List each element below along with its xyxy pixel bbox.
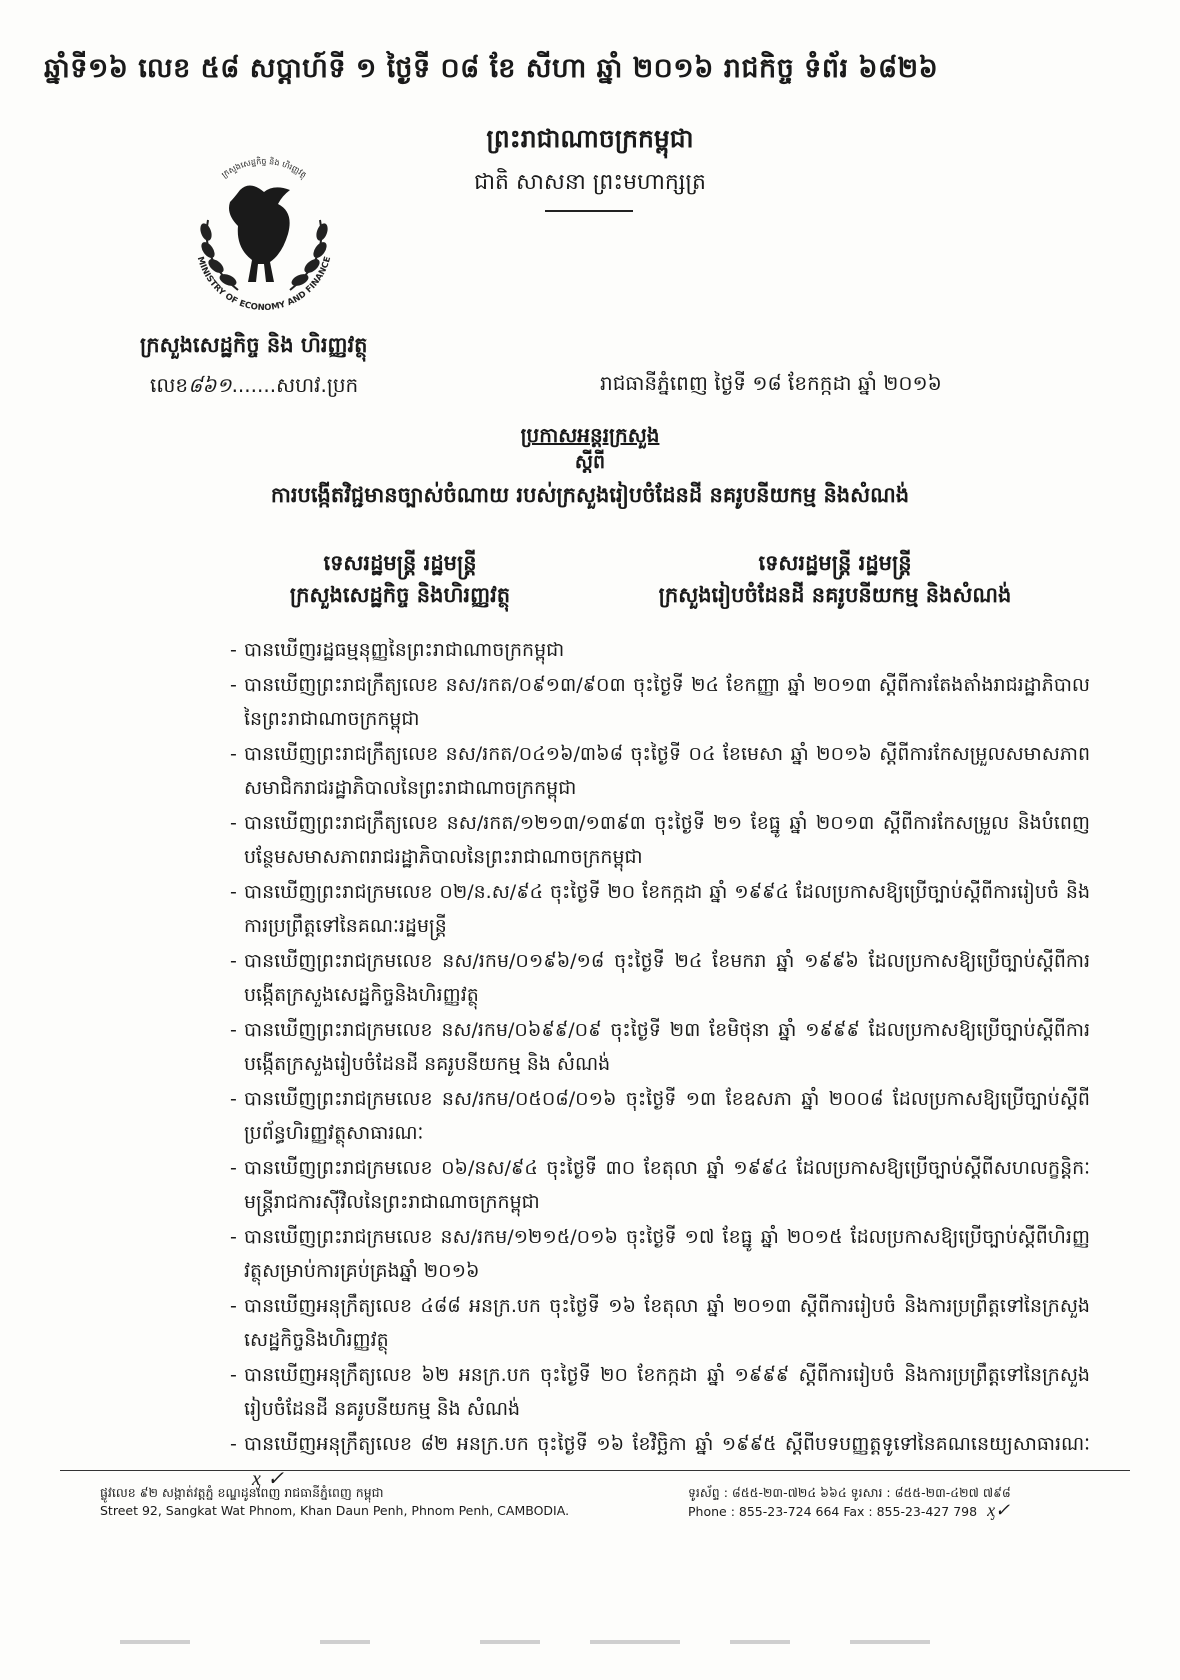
ministry-name: ក្រសួងសេដ្ឋកិច្ច និង ហិរញ្ញវត្ថុ — [140, 333, 368, 357]
minister-ministry: ក្រសួងរៀបចំដែនដី នគរូបនីយកម្ម និងសំណង់ — [658, 582, 1012, 607]
footer-address-en: Street 92, Sangkat Wat Phnom, Khan Daun Penh, Phnom Penh, CAMBODIA. — [100, 1503, 570, 1518]
doc-number-prefix: លេខ — [150, 373, 189, 397]
minister-title: ទេសរដ្ឋមន្ត្រី រដ្ឋមន្ត្រី — [758, 551, 912, 575]
footer-contact-en: Phone : 855-23-724 664 Fax : 855-23-427 798 — [688, 1504, 978, 1519]
national-motto: ជាតិ សាសនា ព្រះមហាក្សត្រ — [474, 170, 706, 195]
footer-divider — [60, 1470, 1130, 1471]
list-item: - បានឃើញអនុក្រឹត្យលេខ ៦២ អនក្រ.បក ចុះថ្ងៃទី ២០ ខែកក្កដា ឆ្នាំ ១៩៩៩ ស្តីពីការរៀបចំ និងការប្រព្រឹត្តទៅនៃក្រសួងរៀបចំដែនដី នគរូបនីយកម្ម និង សំណង់ — [230, 1363, 1090, 1420]
minister-block-land — [640, 548, 1030, 611]
seal-khmer-text: ក្រសួងសេដ្ឋកិច្ច និង ហិរញ្ញវត្ថុ — [219, 156, 309, 180]
list-item: - បានឃើញព្រះរាជក្រមលេខ នស/រកម/១២១៥/០១៦ ចុះថ្ងៃទី ១៧ ខែធ្នូ ឆ្នាំ ២០១៥ ដែលប្រកាសឱ្យប្រើច្បាប់ស្តីពីហិរញ្ញវត្ថុសម្រាប់ការគ្រប់គ្រងឆ្នាំ ២០១៦ — [230, 1225, 1090, 1282]
list-item: - បានឃើញអនុក្រឹត្យលេខ ៤៨៨ អនក្រ.បក ចុះថ្ងៃទី ១៦ ខែតុលា ឆ្នាំ ២០១៣ ស្តីពីការរៀបចំ និងការប្រព្រឹត្តទៅនៃក្រសួងសេដ្ឋកិច្ចនិងហិរញ្ញវត្ថុ — [230, 1294, 1090, 1351]
list-item: - បានឃើញព្រះរាជក្រមលេខ នស/រកម/០៥០៨/០១៦ ចុះថ្ងៃទី ១៣ ខែឧសភា ឆ្នាំ ២០០៨ ដែលប្រកាសឱ្យប្រើច្បាប់ស្តីពីប្រព័ន្ធហិរញ្ញវត្ថុសាធារណៈ — [230, 1087, 1090, 1144]
motto-divider — [545, 210, 633, 212]
list-item: - បានឃើញព្រះរាជក្រមលេខ ០៦/នស/៩៤ ចុះថ្ងៃទី ៣០ ខែតុលា ឆ្នាំ ១៩៩៤ ដែលប្រកាសឱ្យប្រើច្បាប់ស្តីពីសហលក្ខន្តិកៈមន្ត្រីរាជការស៊ីវិលនៃព្រះរាជាណាចក្រកម្ពុជា — [230, 1156, 1090, 1213]
document-number — [150, 372, 358, 402]
footer-contact — [688, 1484, 1011, 1521]
svg-text:ក្រសួងសេដ្ឋកិច្ច និង ហិរញ្ញវត្ — [220, 156, 308, 181]
scan-edge-marks — [30, 1640, 1130, 1654]
document-type: ប្រកាសអន្តរក្រសួង — [520, 423, 660, 447]
list-item: - បានឃើញព្រះរាជក្រឹត្យលេខ នស/រកត/១២១៣/១៣៩៣ ចុះថ្ងៃទី ២១ ខែធ្នូ ឆ្នាំ ២០១៣ ស្តីពីការកែសម្រួល និងបំពេញបន្ថែមសមាសភាពរាជរដ្ឋាភិបាលនៃព្រះរាជាណាចក្រកម្ពុជា — [230, 811, 1090, 868]
subject-label: ស្តីពី — [574, 451, 606, 473]
doc-number-value: ៨៦១ — [188, 373, 232, 397]
doc-number-suffix: .......សហវ.ប្រក — [231, 373, 359, 397]
list-item: - បានឃើញព្រះរាជក្រមលេខ នស/រកម/០១៩៦/១៨ ចុះថ្ងៃទី ២៤ ខែមករា ឆ្នាំ ១៩៩៦ ដែលប្រកាសឱ្យប្រើច្បាប់ស្តីពីការបង្កើតក្រសួងសេដ្ឋកិច្ចនិងហិរញ្ញវត្ថុ — [230, 949, 1090, 1006]
footer-initials: ᶍ✓ — [987, 1500, 1011, 1521]
list-item: - បានឃើញព្រះរាជក្រឹត្យលេខ នស/រកត/០៩១៣/៩០៣ ចុះថ្ងៃទី ២៤ ខែកញ្ញា ឆ្នាំ ២០១៣ ស្តីពីការតែងតាំងរាជរដ្ឋាភិបាល នៃព្រះរាជាណាចក្រកម្ពុជា — [230, 673, 1090, 730]
footer-address — [100, 1484, 569, 1520]
rooster-icon — [229, 185, 290, 282]
footer-address-kh: ផ្លូវលេខ ៩២ សង្កាត់វត្តភ្នំ ខណ្ឌដូនពេញ រាជធានីភ្នំពេញ កម្ពុជា — [100, 1485, 384, 1500]
list-item: - បានឃើញព្រះរាជក្រឹត្យលេខ នស/រកត/០៤១៦/៣៦៨ ចុះថ្ងៃទី ០៤ ខែមេសា ឆ្នាំ ២០១៦ ស្តីពីការកែសម្រួលសមាសភាពសមាជិករាជរដ្ឋាភិបាលនៃព្រះរាជាណាចក្រកម្ពុជា — [230, 742, 1090, 799]
minister-ministry: ក្រសួងសេដ្ឋកិច្ច និងហិរញ្ញវត្ថុ — [289, 582, 511, 607]
document-subject: ការបង្កើតវិជ្ជមានច្បាស់ចំណាយ របស់ក្រសួងរៀបចំដែនដី នគរូបនីយកម្ម និងសំណង់ — [270, 483, 910, 507]
list-item: - បានឃើញអនុក្រឹត្យលេខ ៨២ អនក្រ.បក ចុះថ្ងៃទី ១៦ ខែវិច្ឆិកា ឆ្នាំ ១៩៩៥ ស្តីពីបទបញ្ញត្តទូទៅនៃគណនេយ្យសាធារណៈᶍ ✓ — [230, 1427, 1090, 1497]
place-and-date: រាជធានីភ្នំពេញ ថ្ងៃទី ១៨ ខែកក្កដា ឆ្នាំ ២០១៦ — [600, 371, 942, 395]
seal-text: MINISTRY OF ECONOMY AND FINANCE — [194, 255, 334, 314]
list-item: - បានឃើញព្រះរាជក្រមលេខ នស/រកម/០៦៩៩/០៩ ចុះថ្ងៃទី ២៣ ខែមិថុនា ឆ្នាំ ១៩៩៩ ដែលប្រកាសឱ្យប្រើច្បាប់ស្តីពីការបង្កើតក្រសួងរៀបចំដែនដី នគរូបនីយកម្ម និង សំណង់ — [230, 1018, 1090, 1075]
minister-title: ទេសរដ្ឋមន្ត្រី រដ្ឋមន្ត្រី — [323, 551, 477, 575]
kingdom-title: ព្រះរាជាណាចក្រកម្ពុជា — [486, 124, 694, 153]
ministry-seal — [178, 150, 350, 322]
minister-block-economy — [250, 548, 550, 611]
gazette-header: ឆ្នាំទី១៦ លេខ ៥៨ សប្តាហ៍ទី ១ ថ្ងៃទី ០៨ ខែ សីហា ឆ្នាំ ២០១៦ រាជកិច្ច ទំព័រ ៦៨២៦ — [44, 53, 939, 84]
list-item: - បានឃើញព្រះរាជក្រមលេខ ០២/ន.ស/៩៤ ចុះថ្ងៃទី ២០ ខែកក្កដា ឆ្នាំ ១៩៩៤ ដែលប្រកាសឱ្យប្រើច្បាប់ស្តីពីការរៀបចំ និងការប្រព្រឹត្តទៅនៃគណៈរដ្ឋមន្ត្រី — [230, 880, 1090, 937]
handwritten-initials: ᶍ ✓ — [252, 1466, 284, 1490]
footer-contact-kh: ទូរស័ព្ទ : ៨៥៥-២៣-៧២៤ ៦៦៤ ទូរសារ : ៨៥៥-២៣-៤២៧ ៧៩៨ — [688, 1485, 1011, 1500]
list-item: - បានឃើញរដ្ឋធម្មនុញ្ញនៃព្រះរាជាណាចក្រកម្ពុជា — [230, 639, 565, 661]
considerations-list — [230, 633, 1090, 1497]
